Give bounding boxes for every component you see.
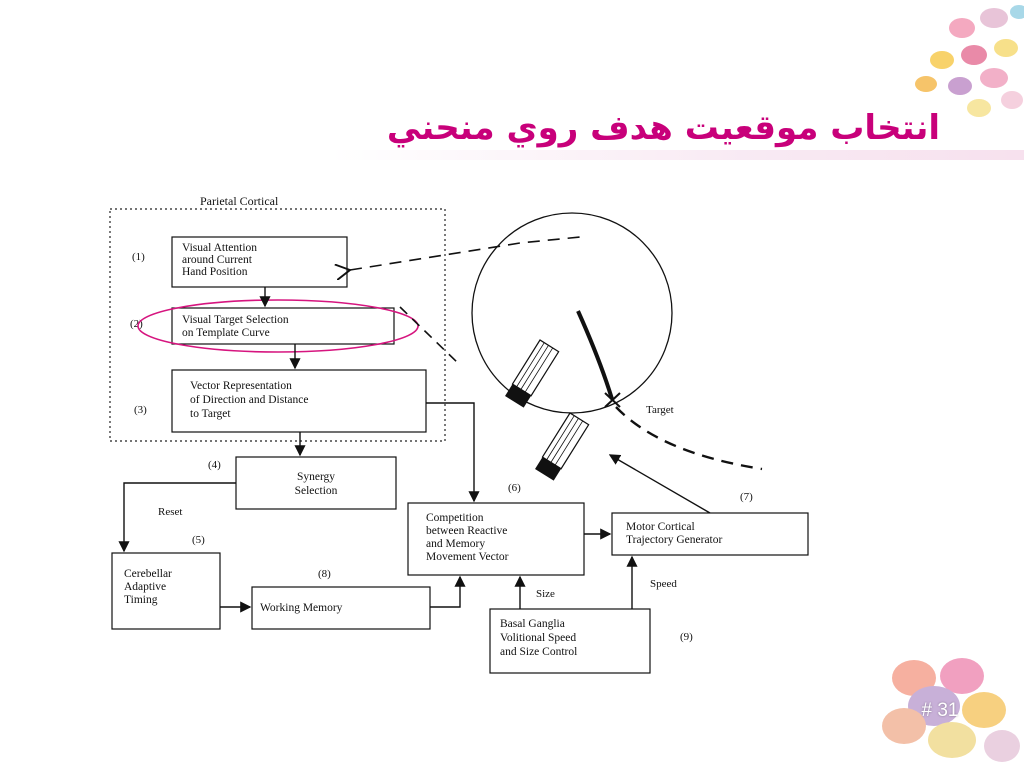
- svg-text:Timing: Timing: [124, 594, 158, 606]
- module-4-synergy-selection: [208, 457, 396, 509]
- svg-text:Synergy: Synergy: [296, 471, 336, 483]
- svg-text:Volitional Speed: Volitional Speed: [500, 632, 577, 644]
- svg-text:Basal Ganglia: Basal Ganglia: [500, 618, 565, 630]
- svg-text:around Current: around Current: [182, 254, 252, 266]
- svg-text:Movement Vector: Movement Vector: [426, 551, 509, 563]
- svg-text:Working Memory: Working Memory: [260, 602, 343, 614]
- module-6-competition: [408, 482, 584, 575]
- svg-text:Adaptive: Adaptive: [124, 581, 167, 593]
- svg-text:Trajectory Generator: Trajectory Generator: [626, 534, 723, 546]
- svg-text:to Target: to Target: [190, 408, 231, 420]
- svg-text:Competition: Competition: [426, 512, 484, 524]
- svg-text:and Memory: and Memory: [426, 538, 486, 550]
- svg-text:(3): (3): [134, 404, 147, 416]
- svg-text:of Direction and Distance: of Direction and Distance: [190, 394, 309, 406]
- svg-text:Motor Cortical: Motor Cortical: [626, 521, 695, 533]
- svg-text:between Reactive: between Reactive: [426, 525, 508, 537]
- svg-text:(7): (7): [740, 491, 753, 503]
- svg-text:Visual Attention: Visual Attention: [182, 242, 258, 254]
- module-5-cerebellar-timing: [112, 534, 220, 629]
- title-decoration-band: [330, 150, 1024, 160]
- page-number: # 31: [921, 700, 959, 721]
- candy-eggs-top-decoration: [834, 0, 1024, 130]
- module-1-visual-attention: [132, 237, 347, 287]
- module-3-vector-representation: [134, 370, 426, 432]
- module-9-basal-ganglia: [490, 609, 693, 673]
- svg-text:(5): (5): [192, 534, 205, 546]
- svg-text:Hand Position: Hand Position: [182, 266, 248, 278]
- svg-text:(9): (9): [680, 631, 693, 643]
- svg-text:(2): (2): [130, 318, 143, 330]
- svg-text:Selection: Selection: [294, 485, 338, 497]
- svg-text:Vector Representation: Vector Representation: [190, 380, 292, 392]
- module-2-visual-target-selection: [130, 300, 418, 352]
- svg-text:Visual Target Selection: Visual Target Selection: [182, 314, 289, 326]
- svg-text:on Template Curve: on Template Curve: [182, 327, 270, 339]
- svg-text:(8): (8): [318, 568, 331, 580]
- module-8-working-memory: [252, 568, 430, 629]
- svg-text:(6): (6): [508, 482, 521, 494]
- target-label: Target: [646, 404, 674, 416]
- neural-model-diagram: [100, 185, 820, 685]
- svg-text:Cerebellar: Cerebellar: [124, 568, 172, 580]
- svg-text:(4): (4): [208, 459, 221, 471]
- module-7-motor-cortical: [612, 491, 808, 555]
- svg-text:(1): (1): [132, 251, 145, 263]
- reset-label: Reset: [158, 506, 183, 518]
- size-label: Size: [536, 588, 555, 600]
- slide-title: انتخاب موقعیت هدف روي منحني: [386, 108, 940, 148]
- svg-text:and Size Control: and Size Control: [500, 646, 578, 658]
- speed-label: Speed: [650, 578, 677, 590]
- parietal-cortical-label: Parietal Cortical: [200, 194, 279, 208]
